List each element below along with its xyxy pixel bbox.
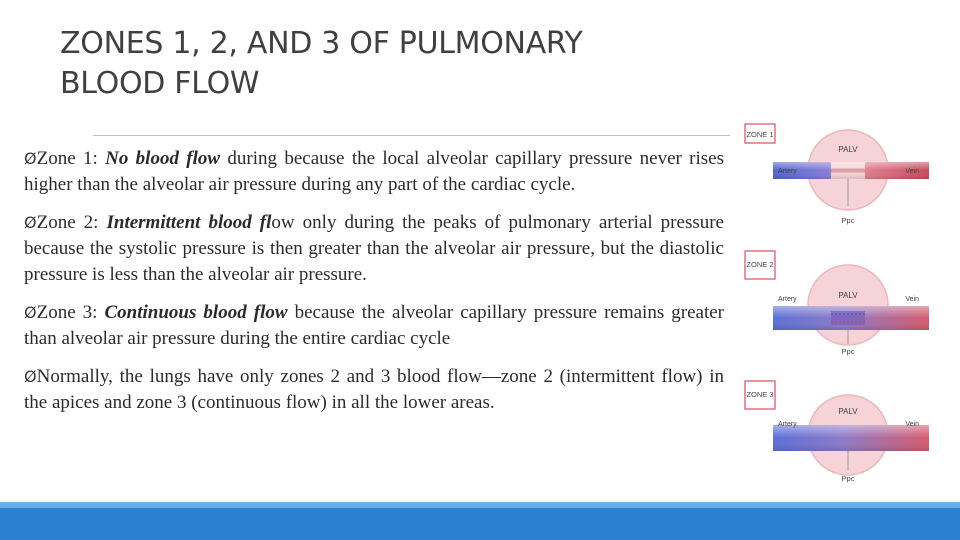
zone-1-ppc-label: Ppc <box>841 216 855 225</box>
bullet-text-emphasis: Intermittent blood fl <box>106 212 272 233</box>
zone-2-panel <box>745 251 929 356</box>
zone-1-label: ZONE 1 <box>746 130 774 139</box>
zone-2-palv-label: PALV <box>838 291 858 300</box>
zone-3-artery-label: Artery <box>778 421 797 428</box>
title-line-2: BLOOD FLOW <box>60 66 260 101</box>
bullet-text-post: because the alveolar capillary pressure remains greater than alveolar air pressure during the entire cardiac cycle <box>24 302 725 349</box>
pulmonary-zones-figure <box>731 118 936 506</box>
bullet-text-emphasis: Continuous blood flow <box>104 302 288 323</box>
bullet-arrow-icon: Ø <box>24 303 37 322</box>
bullet-text-post: ow only during the peaks of pulmonary arterial pressure because the systolic pressure is then greater than the alveolar air pressure, but the diastolic pressure is less than the alveolar air pressure. <box>24 212 724 285</box>
zone-1-vein-label: Vein <box>905 168 919 175</box>
zone-2-artery-label: Artery <box>778 296 797 303</box>
bottom-accent-bar <box>0 502 960 540</box>
zone-3-vein-label: Vein <box>905 421 919 428</box>
bullet-text-emphasis: No blood flow <box>105 148 221 169</box>
bottom-accent-highlight <box>0 502 960 508</box>
bullet-text-post: during because the local alveolar capillary pressure never rises higher than the alveolar air pressure during any part of the cardiac cycle. <box>24 148 724 195</box>
bullet-zone-1 <box>24 146 724 198</box>
zone-2-intermittent-segment <box>831 311 865 325</box>
zone-3-label: ZONE 3 <box>746 390 774 399</box>
zone-2-vein-label: Vein <box>905 296 919 303</box>
bullet-zone-2 <box>24 210 724 288</box>
zone-1-artery-label: Artery <box>778 168 797 175</box>
zone-1-palv-label: PALV <box>838 145 858 154</box>
bullet-arrow-icon: Ø <box>24 367 37 386</box>
bullet-text-pre: Zone 2: <box>36 212 107 233</box>
zone-3-tube-shading <box>773 425 929 451</box>
zone-3-panel <box>745 381 929 483</box>
zone-1-collapsed-capillary <box>831 169 865 173</box>
bullet-normal-lungs <box>24 364 724 416</box>
zones-diagram <box>731 118 936 506</box>
bullet-list <box>24 146 724 416</box>
zone-2-label: ZONE 2 <box>746 260 774 269</box>
bullet-arrow-icon: Ø <box>24 213 37 232</box>
zone-3-palv-label: PALV <box>838 407 858 416</box>
bullet-text-pre: Zone 1: <box>36 148 106 169</box>
zone-2-ppc-label: Ppc <box>841 347 855 356</box>
zone-3-ppc-label: Ppc <box>841 474 855 483</box>
title-divider <box>93 135 730 136</box>
bullet-text-pre: Normally, the lungs have only zones 2 and 3 blood flow—zone 2 (intermittent flow) in the apices and zone 3 (continuous flow) in all the lower areas. <box>24 366 724 413</box>
title-line-1: ZONES 1, 2, AND 3 OF PULMONARY <box>60 26 583 61</box>
bullet-arrow-icon: Ø <box>24 149 37 168</box>
bullet-text-pre: Zone 3: <box>36 302 105 323</box>
slide-title <box>60 24 700 104</box>
zone-1-panel <box>745 124 929 225</box>
bullet-zone-3 <box>24 300 724 352</box>
